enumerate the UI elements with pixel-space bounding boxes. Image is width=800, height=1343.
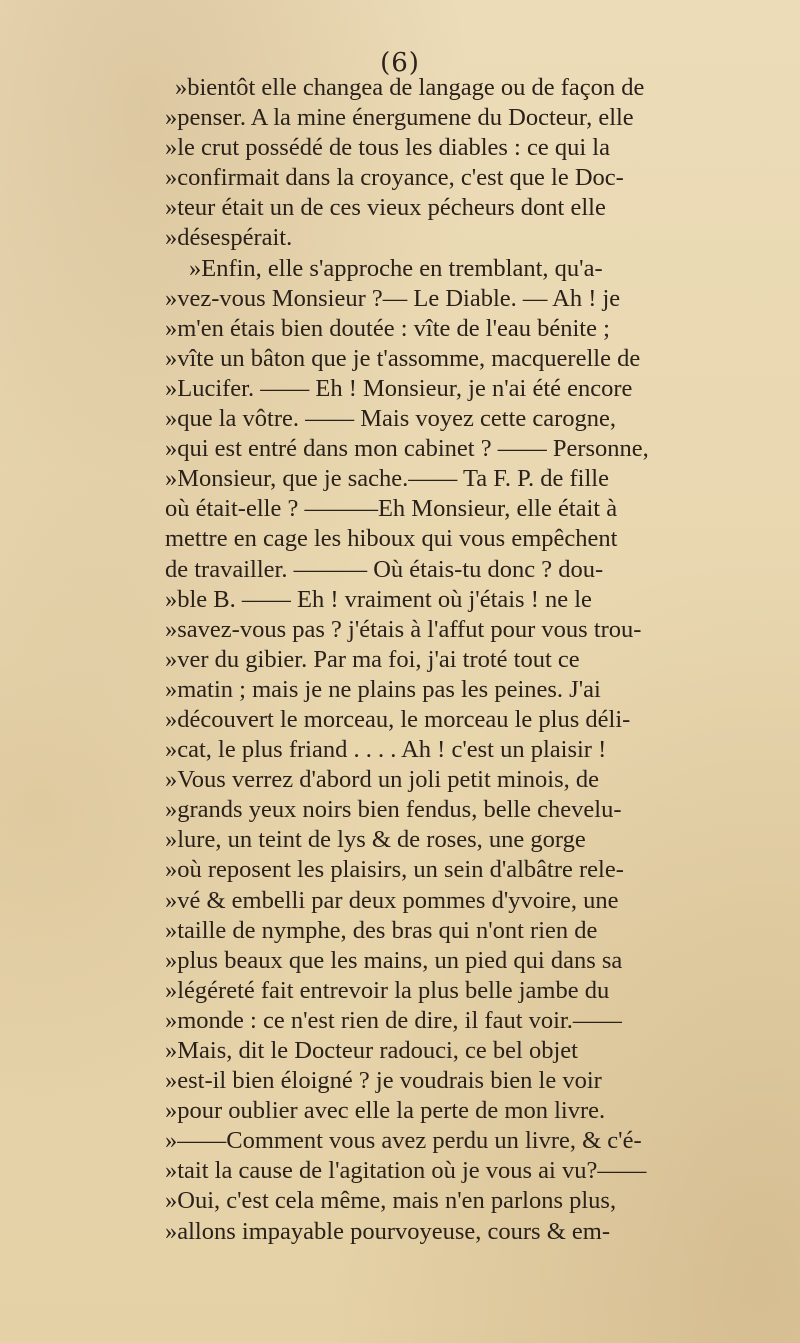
text-line-21: »matin ; mais je ne plains pas les peines. J'ai xyxy=(165,675,601,703)
body-text xyxy=(165,73,770,1247)
text-line-11: »Lucifer. —— Eh ! Monsieur, je n'ai été encore xyxy=(165,374,633,402)
text-line-35: »pour oublier avec elle la perte de mon livre. xyxy=(165,1097,606,1125)
text-line-22: »découvert le morceau, le morceau le plus déli- xyxy=(165,705,631,733)
text-line-14: »Monsieur, que je sache.—— Ta F. P. de fille xyxy=(165,465,609,493)
text-line-31: »légéreté fait entrevoir la plus belle jambe du xyxy=(165,976,610,1004)
text-line-6: »désespérait. xyxy=(165,224,293,252)
text-line-3: »le crut possédé de tous les diables : ce qui la xyxy=(165,134,610,162)
text-line-16: mettre en cage les hiboux qui vous empêchent xyxy=(165,525,618,553)
text-line-19: »savez-vous pas ? j'étais à l'affut pour vous trou- xyxy=(165,615,642,643)
text-line-13: »qui est entré dans mon cabinet ? —— Personne, xyxy=(165,435,649,463)
text-line-23: »cat, le plus friand . . . . Ah ! c'est un plaisir ! xyxy=(165,736,607,764)
text-line-5: »teur était un de ces vieux pécheurs dont elle xyxy=(165,194,606,222)
text-line-8: »vez-vous Monsieur ?— Le Diable. — Ah ! je xyxy=(165,284,621,312)
text-line-2: »penser. A la mine énergumene du Docteur, elle xyxy=(165,104,634,132)
text-line-25: »grands yeux noirs bien fendus, belle chevelu- xyxy=(165,796,622,824)
text-line-24: »Vous verrez d'abord un joli petit minois, de xyxy=(165,766,600,794)
text-line-26: »lure, un teint de lys & de roses, une gorge xyxy=(165,826,586,854)
text-line-32: »monde : ce n'est rien de dire, il faut voir.—— xyxy=(165,1006,622,1034)
text-line-10: »vîte un bâton que je t'assomme, macquerelle de xyxy=(165,344,641,372)
text-line-18: »ble B. —— Eh ! vraiment où j'étais ! ne le xyxy=(165,585,592,613)
text-line-34: »est-il bien éloigné ? je voudrais bien le voir xyxy=(165,1067,602,1095)
text-line-29: »taille de nymphe, des bras qui n'ont rien de xyxy=(165,916,598,944)
text-line-38: »Oui, c'est cela même, mais n'en parlons plus, xyxy=(165,1187,617,1215)
text-line-15: où était-elle ? ———Eh Monsieur, elle était à xyxy=(165,495,618,523)
text-line-33: »Mais, dit le Docteur radouci, ce bel objet xyxy=(165,1037,578,1064)
text-line-36: »——Comment vous avez perdu un livre, & c'é- xyxy=(165,1127,642,1155)
text-line-20: »ver du gibier. Par ma foi, j'ai troté tout ce xyxy=(165,645,580,673)
text-line-28: »vé & embelli par deux pommes d'yvoire, une xyxy=(165,886,619,914)
text-line-9: »m'en étais bien doutée : vîte de l'eau bénite ; xyxy=(165,314,610,342)
text-line-27: »où reposent les plaisirs, un sein d'albâtre rele- xyxy=(165,856,624,884)
text-line-37: »tait la cause de l'agitation où je vous ai vu?—— xyxy=(165,1157,647,1185)
text-line-7: »Enfin, elle s'approche en tremblant, qu'a- xyxy=(189,254,603,282)
text-line-30: »plus beaux que les mains, un pied qui dans sa xyxy=(165,946,623,974)
text-line-4: »confirmait dans la croyance, c'est que le Doc- xyxy=(165,164,624,192)
text-line-17: de travailler. ——— Où étais-tu donc ? dou- xyxy=(165,555,604,583)
text-line-12: »que la vôtre. —— Mais voyez cette carogne, xyxy=(165,405,617,433)
text-line-1: »bientôt elle changea de langage ou de façon de xyxy=(175,74,645,101)
page-number: (6) xyxy=(380,48,420,78)
text-line-39: »allons impayable pourvoyeuse, cours & em- xyxy=(165,1217,610,1245)
